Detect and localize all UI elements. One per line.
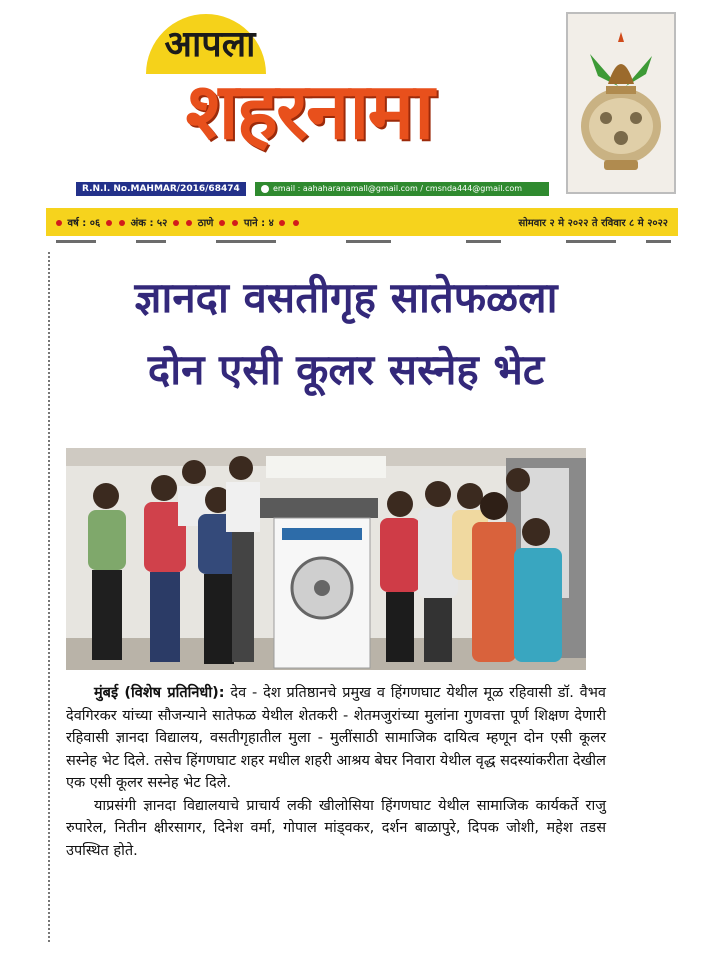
email-icon: [261, 185, 269, 193]
masthead-title: शहरनामा: [185, 67, 433, 157]
masthead-small-title: आपला: [164, 24, 256, 65]
email-addresses: email : aahaharanamall@gmail.com / cmsnda444@gmail.com: [273, 184, 523, 193]
headline-line-1: ज्ञानदा वसतीगृह सातेफळला: [134, 273, 558, 322]
issue-city: ठाणे: [197, 218, 214, 229]
article-body: [66, 682, 606, 862]
bullet-icon: [106, 220, 112, 226]
article: [48, 252, 672, 952]
paragraph-1: देव - देश प्रतिष्ठानचे प्रमुख व हिंगणघाट येथील मूळ रहिवासी डॉ. वैभव देवगिरकर यांच्या सौजन्याने सातेफळ येथील शेतकरी - शेतमजुरांच्या मुलांना गुणवत्ता पूर्ण शिक्षण देणारी रहिवासी ज्ञानदा विद्यालय, वसतीगृहातील मुला - मुलींसाठी सामाजिक दायित्व म्हणून दोन एसी कूलर सस्नेह भेट दिले. तसेच हिंगणघाट शहर मधील शहरी आश्रय बेघर निवारा येथील वृद्ध सदस्यांकरीता देखील एक एसी कूलर सस्नेह भेट दिले.: [66, 685, 606, 791]
bullet-icon: [173, 220, 179, 226]
group-photo-image: [66, 448, 586, 670]
issue-year: वर्ष : ०६: [67, 218, 101, 229]
kalash-icon: [568, 14, 674, 192]
issue-number: अंक : ५२: [130, 218, 168, 229]
dateline: मुंबई (विशेष प्रतिनिधी):: [94, 685, 225, 701]
bullet-icon: [232, 220, 238, 226]
masthead: [0, 0, 720, 250]
email-strip: [255, 182, 549, 196]
paragraph-2: याप्रसंगी ज्ञानदा विद्यालयाचे प्राचार्य लकी खीलोसिया हिंगणघाट येथील सामाजिक कार्यकर्ते राजु रुपारेल, नितीन क्षीरसागर, दिनेश वर्मा, गोपाल मांड्वकर, दर्शन बाळापुरे, दिपक जोशी, महेश तडस उपस्थित होते.: [66, 797, 606, 859]
issue-info-bar: [46, 208, 678, 236]
issue-pages: पाने : ४: [243, 218, 274, 229]
separator-strip: [46, 238, 678, 246]
registration-number: R.N.I. No.MAHMAR/2016/68474: [76, 182, 246, 196]
bullet-icon: [119, 220, 125, 226]
article-photo: [66, 448, 586, 670]
bullet-icon: [279, 220, 285, 226]
headline-line-2: दोन एसी कूलर सस्नेह भेट: [147, 345, 545, 394]
issue-date-range: सोमवार २ मे २०२२ ते रविवार ८ मे २०२२: [518, 218, 668, 229]
bullet-icon: [293, 220, 299, 226]
kalash-illustration: [566, 12, 676, 194]
bullet-icon: [186, 220, 192, 226]
bullet-icon: [219, 220, 225, 226]
bullet-icon: [56, 220, 62, 226]
